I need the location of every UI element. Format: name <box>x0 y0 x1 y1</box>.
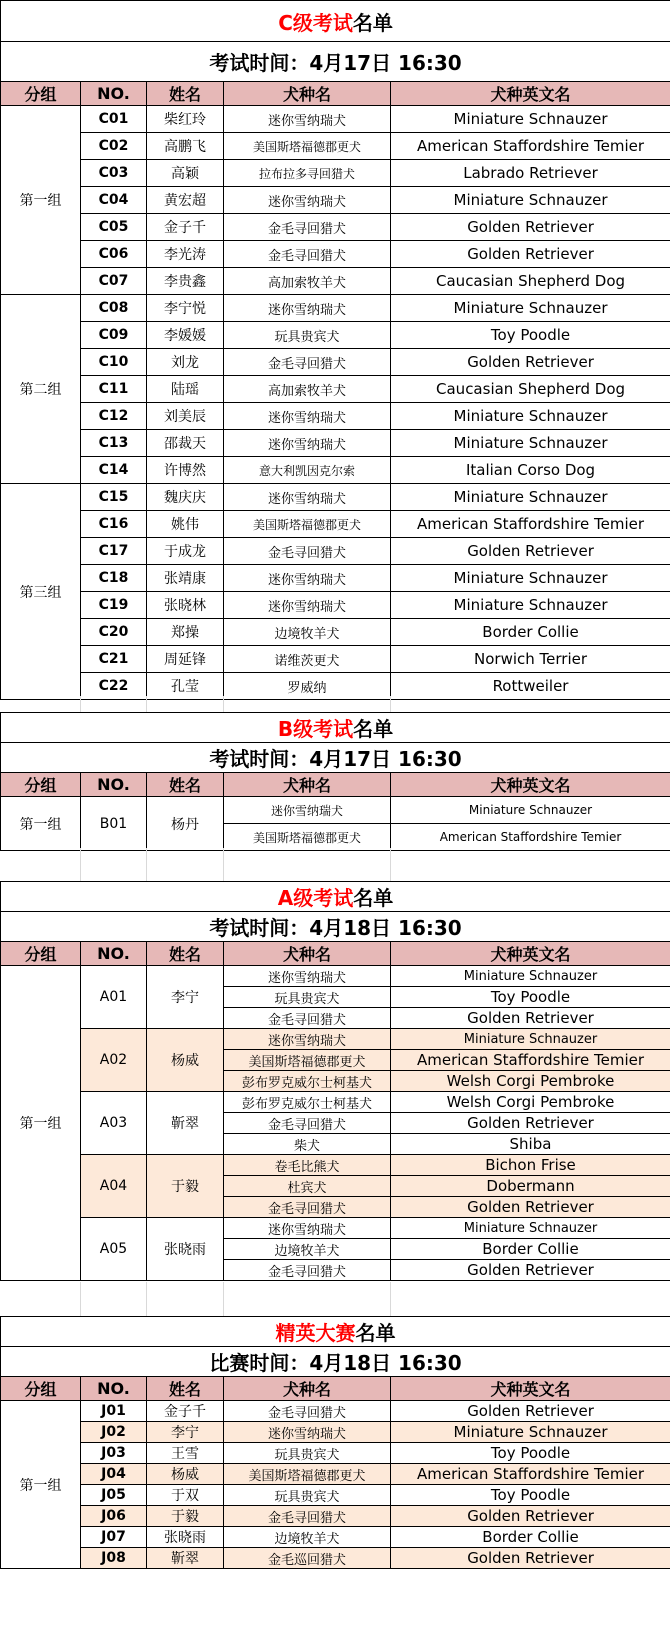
group-cell: 第一组 <box>1 797 81 851</box>
breed-english-name: Toy Poodle <box>391 1443 670 1464</box>
breed-name: 迷你雪纳瑞犬 <box>224 430 391 457</box>
breed-english-name: Miniature Schnauzer <box>391 565 670 592</box>
elite-contest-rows <box>1 1401 670 1569</box>
breed-name: 迷你雪纳瑞犬 <box>224 403 391 430</box>
handler-name: 杨丹 <box>147 797 224 851</box>
table-row <box>1 646 670 673</box>
table-row <box>1 295 670 322</box>
breed-english-name: Golden Retriever <box>391 1113 670 1134</box>
name-header: 姓名 <box>147 773 224 797</box>
breed-name: 迷你雪纳瑞犬 <box>224 797 391 824</box>
entry-number: C05 <box>81 214 147 241</box>
breed-name: 美国斯塔福德郡更犬 <box>224 1464 391 1485</box>
breed-english-name: Miniature Schnauzer <box>391 430 670 457</box>
breed-english-name: American Staffordshire Temier <box>391 824 670 851</box>
entry-number: C15 <box>81 484 147 511</box>
number-header: NO. <box>81 942 147 966</box>
breed-english-name: Shiba <box>391 1134 670 1155</box>
c-section-title <box>1 1 670 42</box>
table-row <box>1 511 670 538</box>
breed-name: 罗威纳 <box>224 673 391 700</box>
table-row <box>1 592 670 619</box>
entry-number: C20 <box>81 619 147 646</box>
elite-contest-table <box>0 1316 670 1569</box>
breed-english-name: American Staffordshire Temier <box>391 133 670 160</box>
breed-english-name: American Staffordshire Temier <box>391 511 670 538</box>
entry-number: J08 <box>81 1548 147 1569</box>
handler-name: 张晓雨 <box>147 1218 224 1281</box>
handler-name: 靳翠 <box>147 1548 224 1569</box>
handler-name: 姚伟 <box>147 511 224 538</box>
breed-name: 卷毛比熊犬 <box>224 1155 391 1176</box>
entry-number: J05 <box>81 1485 147 1506</box>
b-exam-time: 考试时间：4月17日 16:30 <box>1 743 670 773</box>
breed-english-name: Miniature Schnauzer <box>391 1029 670 1050</box>
entry-number: C02 <box>81 133 147 160</box>
entry-number: C22 <box>81 673 147 700</box>
breed-name: 边境牧羊犬 <box>224 1239 391 1260</box>
breed-name: 高加索牧羊犬 <box>224 268 391 295</box>
breed-name: 金毛寻回猎犬 <box>224 214 391 241</box>
breed-english-name: Miniature Schnauzer <box>391 966 670 987</box>
breed-name: 美国斯塔福德郡更犬 <box>224 1050 391 1071</box>
handler-name: 孔莹 <box>147 673 224 700</box>
entry-number: C07 <box>81 268 147 295</box>
name-header: 姓名 <box>147 942 224 966</box>
handler-name: 魏庆庆 <box>147 484 224 511</box>
number-header: NO. <box>81 773 147 797</box>
table-row <box>1 966 670 987</box>
breed-name: 迷你雪纳瑞犬 <box>224 565 391 592</box>
breed-name: 美国斯塔福德郡更犬 <box>224 511 391 538</box>
entry-number: J06 <box>81 1506 147 1527</box>
breed-name: 杜宾犬 <box>224 1176 391 1197</box>
group-cell: 第一组 <box>1 1401 81 1569</box>
handler-name: 郑操 <box>147 619 224 646</box>
entry-number: A01 <box>81 966 147 1029</box>
breed-name: 迷你雪纳瑞犬 <box>224 966 391 987</box>
handler-name: 李媛媛 <box>147 322 224 349</box>
handler-name: 张晓林 <box>147 592 224 619</box>
entry-number: B01 <box>81 797 147 851</box>
breed-english-name: Border Collie <box>391 1527 670 1548</box>
entry-number: A04 <box>81 1155 147 1218</box>
handler-name: 李光涛 <box>147 241 224 268</box>
entry-number: C13 <box>81 430 147 457</box>
table-row <box>1 797 670 824</box>
entry-number: A03 <box>81 1092 147 1155</box>
handler-name: 金子千 <box>147 214 224 241</box>
header-row <box>1 773 670 797</box>
handler-name: 张晓雨 <box>147 1527 224 1548</box>
a-exam-time: 考试时间：4月18日 16:30 <box>1 912 670 942</box>
breed-name: 金毛寻回猎犬 <box>224 1197 391 1218</box>
title-suffix: 名单 <box>352 10 393 35</box>
breed-english-name: Miniature Schnauzer <box>391 295 670 322</box>
table-row <box>1 1485 670 1506</box>
breed-name: 边境牧羊犬 <box>224 619 391 646</box>
breed-name: 迷你雪纳瑞犬 <box>224 106 391 133</box>
table-row <box>1 241 670 268</box>
title-highlight: 精英大赛 <box>275 1321 356 1345</box>
entry-number: J01 <box>81 1401 147 1422</box>
breed-name: 高加索牧羊犬 <box>224 376 391 403</box>
breed-english-name: Miniature Schnauzer <box>391 187 670 214</box>
table-row <box>1 1527 670 1548</box>
handler-name: 于毅 <box>147 1506 224 1527</box>
handler-name: 刘美辰 <box>147 403 224 430</box>
elite-contest-time: 比赛时间：4月18日 16:30 <box>1 1347 670 1377</box>
breed-english-name: Italian Corso Dog <box>391 457 670 484</box>
breed-english-name: Border Collie <box>391 1239 670 1260</box>
entry-number: C12 <box>81 403 147 430</box>
handler-name: 靳翠 <box>147 1092 224 1155</box>
breed-english-name: Miniature Schnauzer <box>391 1218 670 1239</box>
table-row <box>1 565 670 592</box>
handler-name: 许博然 <box>147 457 224 484</box>
breed-name: 彭布罗克威尔士柯基犬 <box>224 1071 391 1092</box>
header-row <box>1 1377 670 1401</box>
entry-number: C08 <box>81 295 147 322</box>
breed-english-name: Dobermann <box>391 1176 670 1197</box>
group-cell: 第二组 <box>1 295 81 484</box>
breed-name: 迷你雪纳瑞犬 <box>224 1422 391 1443</box>
breed-english-name: Golden Retriever <box>391 214 670 241</box>
breed-name: 边境牧羊犬 <box>224 1527 391 1548</box>
handler-name: 柴红玲 <box>147 106 224 133</box>
entry-number: A02 <box>81 1029 147 1092</box>
breed-name: 迷你雪纳瑞犬 <box>224 1029 391 1050</box>
entry-number: J07 <box>81 1527 147 1548</box>
breed-english-name: Miniature Schnauzer <box>391 106 670 133</box>
handler-name: 杨威 <box>147 1029 224 1092</box>
breed-header: 犬种名 <box>224 1377 391 1401</box>
breed-english-name: Miniature Schnauzer <box>391 403 670 430</box>
table-row <box>1 268 670 295</box>
entry-number: C11 <box>81 376 147 403</box>
breed-english-name: Border Collie <box>391 619 670 646</box>
breed-name: 玩具贵宾犬 <box>224 1443 391 1464</box>
name-header: 姓名 <box>147 82 224 106</box>
breed-english-name: Miniature Schnauzer <box>391 1422 670 1443</box>
table-row <box>1 214 670 241</box>
a-level-table <box>0 881 670 1281</box>
handler-name: 陆瑶 <box>147 376 224 403</box>
handler-name: 杨威 <box>147 1464 224 1485</box>
breed-name: 金毛寻回猎犬 <box>224 1260 391 1281</box>
breed-english-name: Miniature Schnauzer <box>391 797 670 824</box>
table-row <box>1 403 670 430</box>
breed-english-name: Norwich Terrier <box>391 646 670 673</box>
number-header: NO. <box>81 1377 147 1401</box>
c-level-table <box>0 0 670 700</box>
breed-english-name: Golden Retriever <box>391 1506 670 1527</box>
entry-number: J03 <box>81 1443 147 1464</box>
table-row <box>1 322 670 349</box>
blank-rows <box>0 696 670 712</box>
table-row <box>1 1464 670 1485</box>
table-row <box>1 430 670 457</box>
title-suffix: 名单 <box>355 1321 396 1345</box>
breed-english-header: 犬种英文名 <box>391 82 670 106</box>
header-row <box>1 82 670 106</box>
breed-name: 玩具贵宾犬 <box>224 322 391 349</box>
breed-header: 犬种名 <box>224 82 391 106</box>
breed-english-name: Miniature Schnauzer <box>391 592 670 619</box>
breed-english-name: Welsh Corgi Pembroke <box>391 1071 670 1092</box>
handler-name: 李宁 <box>147 966 224 1029</box>
handler-name: 张靖康 <box>147 565 224 592</box>
title-highlight: A级考试 <box>277 886 354 910</box>
handler-name: 王雪 <box>147 1443 224 1464</box>
breed-name: 彭布罗克威尔士柯基犬 <box>224 1092 391 1113</box>
breed-name: 金毛寻回猎犬 <box>224 1401 391 1422</box>
breed-name: 迷你雪纳瑞犬 <box>224 1218 391 1239</box>
table-row <box>1 160 670 187</box>
header-row <box>1 942 670 966</box>
a-level-section <box>0 881 670 1281</box>
name-header: 姓名 <box>147 1377 224 1401</box>
breed-english-name: Labrado Retriever <box>391 160 670 187</box>
table-row <box>1 187 670 214</box>
breed-name: 金毛寻回猎犬 <box>224 349 391 376</box>
entry-number: C19 <box>81 592 147 619</box>
breed-english-name: Golden Retriever <box>391 1008 670 1029</box>
breed-name: 迷你雪纳瑞犬 <box>224 592 391 619</box>
entry-number: J02 <box>81 1422 147 1443</box>
table-row <box>1 1029 670 1050</box>
entry-number: C04 <box>81 187 147 214</box>
b-section-title <box>1 713 670 743</box>
entry-number: C16 <box>81 511 147 538</box>
breed-name: 金毛寻回猎犬 <box>224 1506 391 1527</box>
title-highlight: C级考试 <box>278 10 353 35</box>
table-row <box>1 1218 670 1239</box>
breed-name: 金毛寻回猎犬 <box>224 1008 391 1029</box>
entry-number: C06 <box>81 241 147 268</box>
breed-name: 意大利凯因克尔索 <box>224 457 391 484</box>
breed-english-name: American Staffordshire Temier <box>391 1464 670 1485</box>
group-header: 分组 <box>1 82 81 106</box>
entry-number: A05 <box>81 1218 147 1281</box>
group-header: 分组 <box>1 773 81 797</box>
breed-english-name: Golden Retriever <box>391 241 670 268</box>
b-level-rows <box>1 797 670 851</box>
breed-name: 美国斯塔福德郡更犬 <box>224 824 391 851</box>
breed-english-header: 犬种英文名 <box>391 1377 670 1401</box>
breed-english-name: Toy Poodle <box>391 987 670 1008</box>
breed-header: 犬种名 <box>224 773 391 797</box>
table-row <box>1 1506 670 1527</box>
breed-header: 犬种名 <box>224 942 391 966</box>
entry-number: C09 <box>81 322 147 349</box>
breed-english-header: 犬种英文名 <box>391 773 670 797</box>
handler-name: 李宁 <box>147 1422 224 1443</box>
breed-name: 玩具贵宾犬 <box>224 987 391 1008</box>
breed-name: 金毛寻回猎犬 <box>224 241 391 268</box>
entry-number: C03 <box>81 160 147 187</box>
entry-number: J04 <box>81 1464 147 1485</box>
table-row <box>1 106 670 133</box>
breed-name: 金毛巡回猎犬 <box>224 1548 391 1569</box>
table-row <box>1 1422 670 1443</box>
table-row <box>1 133 670 160</box>
breed-english-name: Toy Poodle <box>391 1485 670 1506</box>
handler-name: 周延锋 <box>147 646 224 673</box>
breed-english-header: 犬种英文名 <box>391 942 670 966</box>
b-level-section <box>0 712 670 851</box>
breed-name: 金毛寻回猎犬 <box>224 1113 391 1134</box>
breed-english-name: Golden Retriever <box>391 538 670 565</box>
table-row <box>1 457 670 484</box>
breed-english-name: Golden Retriever <box>391 1401 670 1422</box>
breed-english-name: Caucasian Shepherd Dog <box>391 268 670 295</box>
table-row <box>1 619 670 646</box>
entry-number: C18 <box>81 565 147 592</box>
handler-name: 黄宏超 <box>147 187 224 214</box>
breed-english-name: Caucasian Shepherd Dog <box>391 376 670 403</box>
blank-rows <box>0 1282 670 1316</box>
elite-contest-section <box>0 1316 670 1569</box>
handler-name: 邵裁天 <box>147 430 224 457</box>
breed-english-name: Rottweiler <box>391 673 670 700</box>
handler-name: 金子千 <box>147 1401 224 1422</box>
breed-english-name: Miniature Schnauzer <box>391 484 670 511</box>
group-cell: 第一组 <box>1 106 81 295</box>
breed-english-name: Toy Poodle <box>391 322 670 349</box>
handler-name: 高颖 <box>147 160 224 187</box>
table-row <box>1 1401 670 1422</box>
entry-number: C21 <box>81 646 147 673</box>
breed-name: 迷你雪纳瑞犬 <box>224 187 391 214</box>
a-level-rows <box>1 966 670 1281</box>
blank-rows <box>0 848 670 881</box>
c-level-rows <box>1 106 670 700</box>
handler-name: 高鹏飞 <box>147 133 224 160</box>
breed-english-name: Golden Retriever <box>391 1260 670 1281</box>
group-cell: 第三组 <box>1 484 81 700</box>
handler-name: 于双 <box>147 1485 224 1506</box>
breed-name: 迷你雪纳瑞犬 <box>224 295 391 322</box>
elite-section-title <box>1 1317 670 1347</box>
breed-name: 玩具贵宾犬 <box>224 1485 391 1506</box>
breed-english-name: Bichon Frise <box>391 1155 670 1176</box>
c-exam-time: 考试时间：4月17日 16:30 <box>1 42 670 82</box>
breed-name: 美国斯塔福德郡更犬 <box>224 133 391 160</box>
title-suffix: 名单 <box>353 886 394 910</box>
table-row <box>1 1548 670 1569</box>
group-header: 分组 <box>1 942 81 966</box>
breed-name: 柴犬 <box>224 1134 391 1155</box>
breed-name: 迷你雪纳瑞犬 <box>224 484 391 511</box>
breed-english-name: Golden Retriever <box>391 349 670 376</box>
title-suffix: 名单 <box>353 717 394 741</box>
table-row <box>1 538 670 565</box>
handler-name: 李宁悦 <box>147 295 224 322</box>
group-header: 分组 <box>1 1377 81 1401</box>
breed-english-name: Golden Retriever <box>391 1548 670 1569</box>
entry-number: C10 <box>81 349 147 376</box>
b-level-table <box>0 712 670 851</box>
entry-number: C14 <box>81 457 147 484</box>
title-highlight: B级考试 <box>277 717 354 741</box>
a-section-title <box>1 882 670 912</box>
handler-name: 李贵鑫 <box>147 268 224 295</box>
handler-name: 刘龙 <box>147 349 224 376</box>
breed-name: 金毛寻回猎犬 <box>224 538 391 565</box>
entry-number: C17 <box>81 538 147 565</box>
table-row <box>1 349 670 376</box>
breed-name: 诺维茨更犬 <box>224 646 391 673</box>
table-row <box>1 1092 670 1113</box>
handler-name: 于成龙 <box>147 538 224 565</box>
breed-english-name: American Staffordshire Temier <box>391 1050 670 1071</box>
handler-name: 于毅 <box>147 1155 224 1218</box>
number-header: NO. <box>81 82 147 106</box>
table-row <box>1 1443 670 1464</box>
table-row <box>1 376 670 403</box>
group-cell: 第一组 <box>1 966 81 1281</box>
entry-number: C01 <box>81 106 147 133</box>
c-level-section <box>0 0 670 700</box>
breed-name: 拉布拉多寻回猎犬 <box>224 160 391 187</box>
breed-english-name: Welsh Corgi Pembroke <box>391 1092 670 1113</box>
breed-english-name: Golden Retriever <box>391 1197 670 1218</box>
table-row <box>1 1155 670 1176</box>
table-row <box>1 484 670 511</box>
